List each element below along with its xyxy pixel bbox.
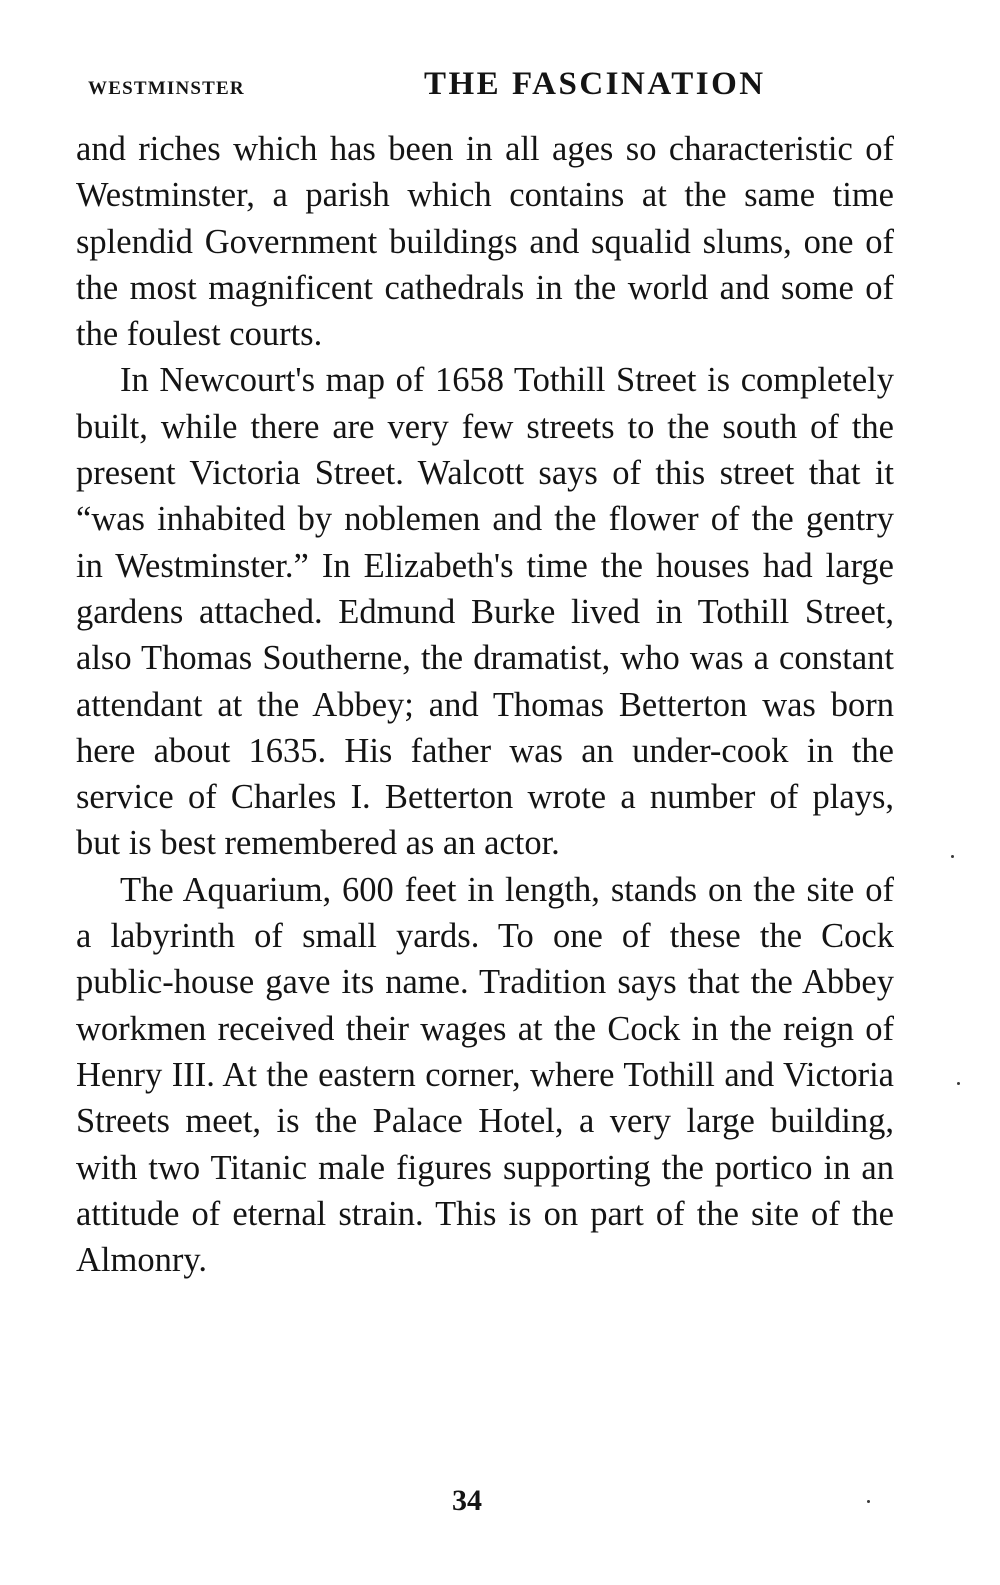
paragraph-tothill-street: In Newcourt's map of 1658 Tothill Street is completely built, while there are very few streets to the south of the present Victoria Street. Walcott says of this street that it “was inhabited by noblemen and the flower of the gentry in Westminster.” In Elizabeth's time the houses had large gardens attached. Edmund Burke lived in Tothill Street, also Thomas Southerne, the dramatist, who was a constant attendant at the Abbey; and Thomas Betterton was born here about 1635. His father was an under-cook in the service of Charles I. Betterton wrote a number of plays, but is best remembered as an actor. — [76, 361, 894, 863]
scan-speck — [951, 855, 954, 858]
paragraph-continued: and riches which has been in all ages so characteristic of Westminster, a parish which contains at the same time splendid Government buildings and squalid slums, one of the most magnificent cathedrals in the world and some of the foulest courts. — [76, 130, 894, 354]
body-text — [76, 126, 894, 1283]
paragraph-aquarium: The Aquarium, 600 feet in length, stands on the site of a labyrinth of small yards. To one of these the Cock public-house gave its name. Tradition says that the Abbey workmen received their wages at the Cock in the reign of Henry III. At the eastern corner, where Tothill and Victoria Streets meet, is the Palace Hotel, a very large building, with two Titanic male figures supporting the portico in an attitude of eternal strain. This is on part of the site of the Almonry. — [76, 870, 894, 1280]
scan-speck — [957, 1082, 960, 1085]
page-number: 34 — [452, 1484, 482, 1517]
scan-speck — [867, 1500, 870, 1503]
running-head-title: THE FASCINATION — [424, 66, 766, 102]
running-head-section: WESTMINSTER — [88, 78, 245, 99]
running-head — [88, 66, 858, 106]
